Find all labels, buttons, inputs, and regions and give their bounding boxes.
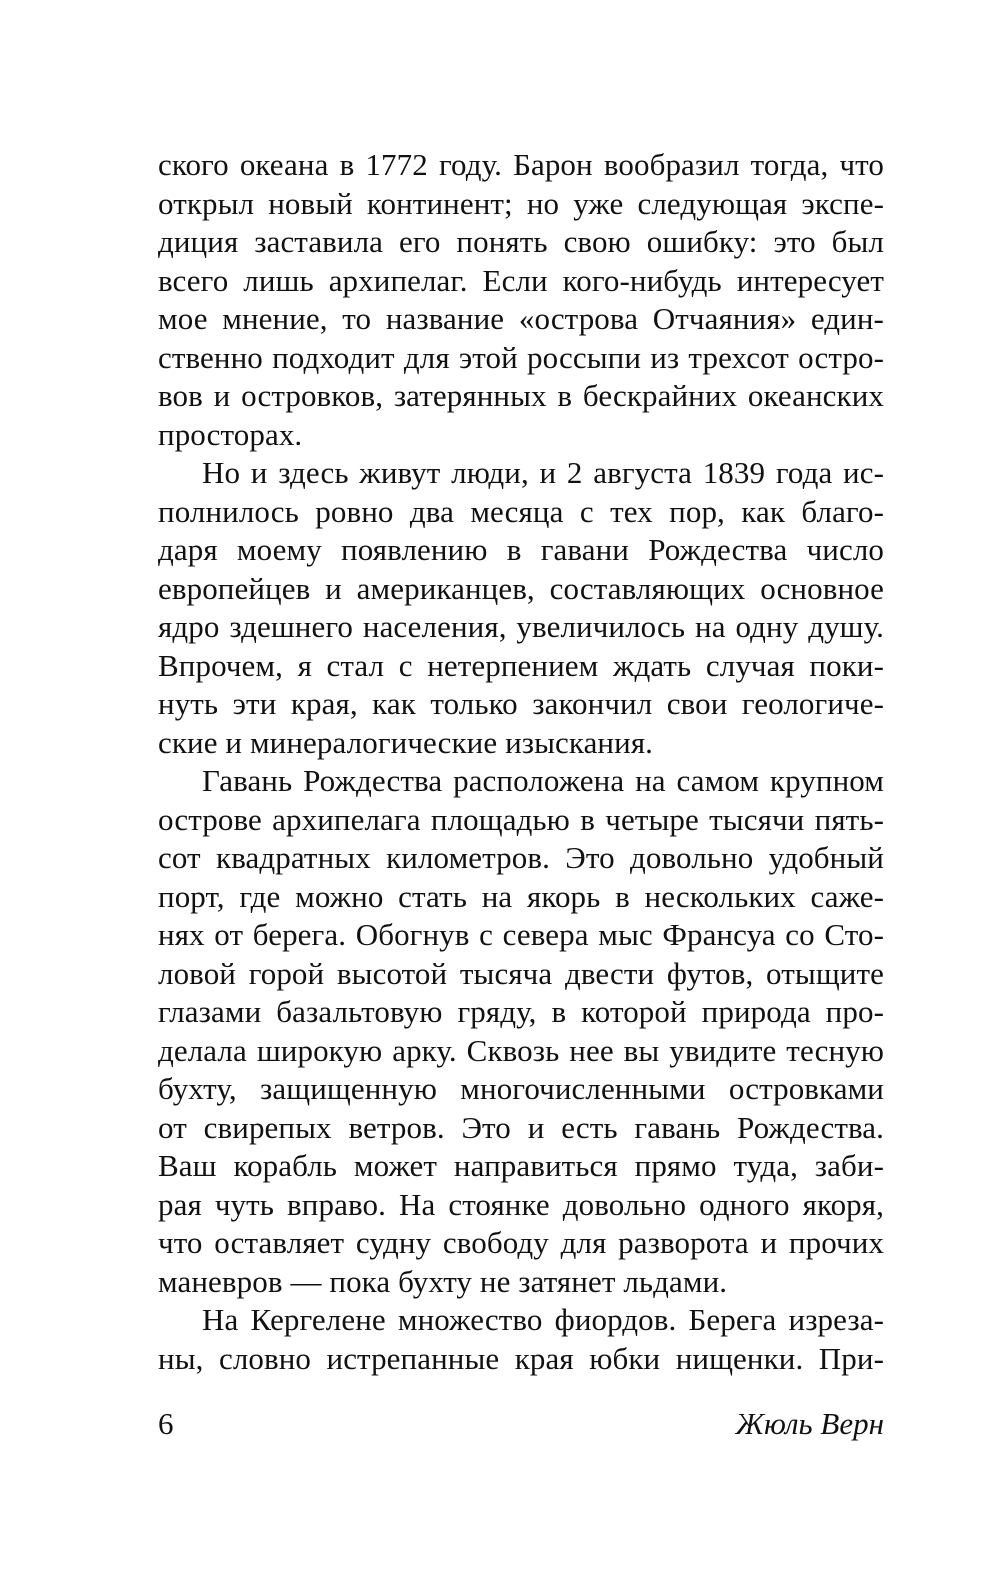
text-line: открыл новый континент; но уже следующая экспе- [158, 185, 884, 221]
paragraph-2 [158, 454, 884, 762]
text-line: маневров — пока бухту не затянет льдами. [158, 1263, 728, 1299]
text-line: порт, где можно стать на якорь в нескольких саже- [158, 878, 884, 914]
text-line: Гавань Рождества расположена на самом крупном [202, 763, 884, 798]
text-line: делала широкую арку. Сквозь нее вы увидите тесную [158, 1032, 884, 1068]
running-title: Жюль Верн [735, 1406, 884, 1441]
text-line: даря моему появлению в гавани Рождества число [158, 532, 884, 567]
body-text [158, 146, 884, 1378]
text-line: европейцев и американцев, составляющих основное [158, 570, 884, 606]
paragraph-1 [158, 146, 884, 454]
text-line: нях от берега. Обогнув с севера мыс Франсуа со Сто- [158, 917, 884, 952]
text-line: острове архипелага площадью в четыре тысячи пять- [158, 801, 884, 837]
text-line: глазами базальтовую гряду, в которой природа про- [158, 994, 884, 1029]
text-line: ны, словно истрепанные края юбки нищенки. При- [158, 1340, 884, 1376]
paragraph-4 [158, 1301, 884, 1378]
text-line: бухту, защищенную многочисленными островками [158, 1071, 884, 1106]
text-line: ственно подходит для этой россыпи из трехсот остро- [158, 339, 884, 375]
text-line: ловой горой высотой тысяча двести футов, отыщите [158, 955, 884, 991]
paragraph-3 [158, 762, 884, 1301]
text-line: мое мнение, то название «острова Отчаяния» един- [158, 301, 884, 336]
text-line: сот квадратных километров. Это довольно удобный [158, 840, 884, 875]
text-line: вов и островков, затерянных в бескрайних океанских [158, 378, 884, 413]
page-footer [158, 1404, 884, 1444]
text-line: Но и здесь живут люди, и 2 августа 1839 года ис- [202, 455, 884, 490]
text-line: ские и минералогические изыскания. [158, 724, 654, 760]
text-line: от свирепых ветров. Это и есть гавань Рождества. [158, 1109, 884, 1145]
text-line: диция заставила его понять свою ошибку: это был [158, 224, 884, 259]
text-line: Ваш корабль может направиться прямо туда, заби- [158, 1148, 884, 1183]
text-line: ядро здешнего населения, увеличилось на одну душу. [158, 609, 884, 644]
text-line: нуть эти края, как только закончил свои геологиче- [158, 686, 884, 721]
text-line: просторах. [158, 416, 303, 452]
page-number: 6 [158, 1406, 174, 1441]
text-line: ского океана в 1772 году. Барон вообразил тогда, что [158, 147, 884, 182]
text-line: полнилось ровно два месяца с тех пор, как благо- [158, 493, 884, 529]
text-line: всего лишь архипелаг. Если кого-нибудь интересует [158, 262, 884, 298]
text-line: На Кергелене множество фиордов. Берега изреза- [202, 1302, 884, 1337]
text-line: что оставляет судну свободу для разворота и прочих [158, 1225, 884, 1260]
text-line: Впрочем, я стал с нетерпением ждать случая поки- [158, 647, 884, 683]
text-line: рая чуть вправо. На стоянке довольно одного якоря, [158, 1186, 884, 1222]
